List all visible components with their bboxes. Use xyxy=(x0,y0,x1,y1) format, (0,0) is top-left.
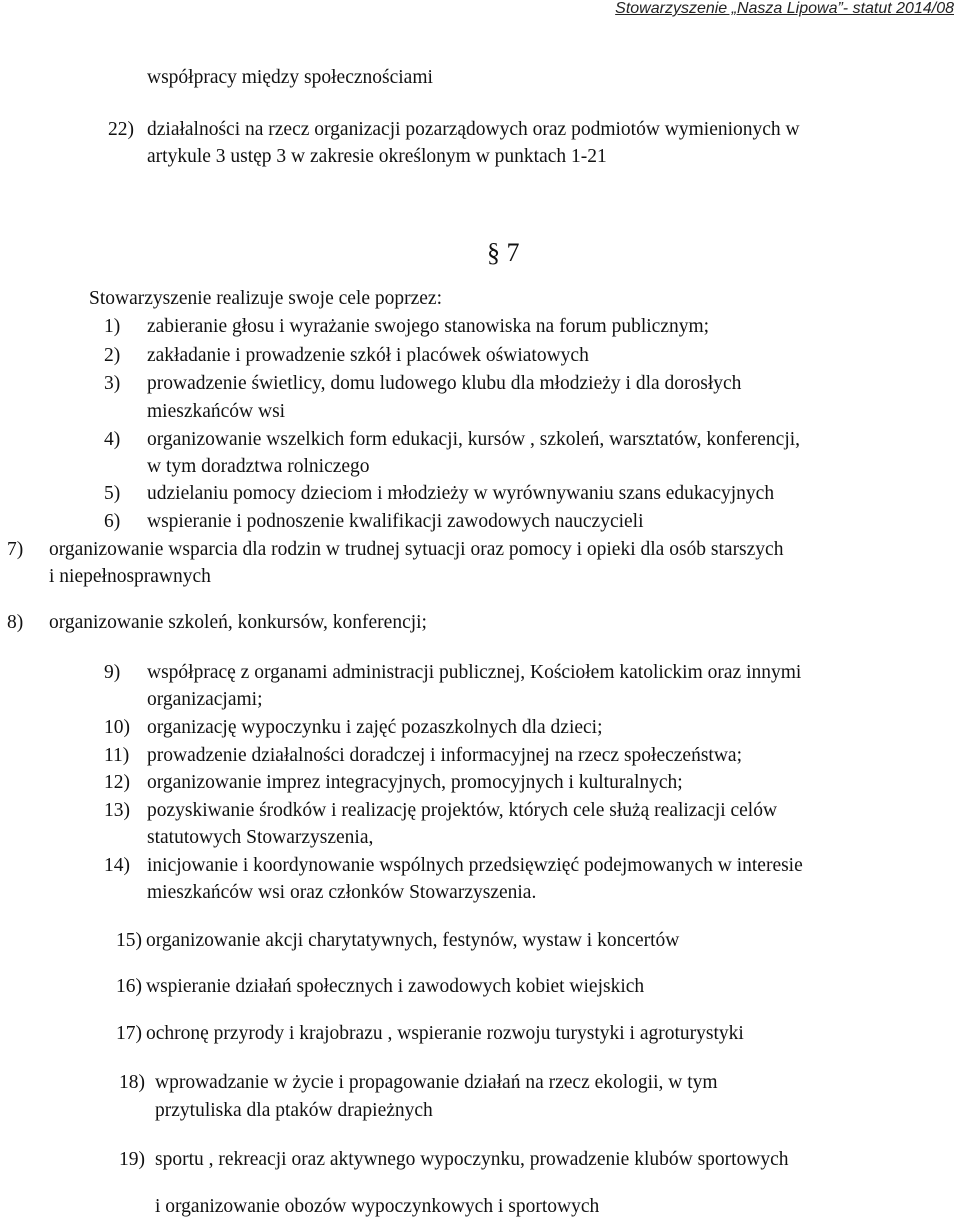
item-1-text: zabieranie głosu i wyrażanie swojego stanowiska na forum publicznym; xyxy=(147,316,710,337)
section-heading: § 7 xyxy=(487,238,520,267)
item-5-number: 5) xyxy=(104,483,121,504)
item-2-text: zakładanie i prowadzenie szkół i placówek oświatowych xyxy=(147,345,589,366)
item-22-line2: artykule 3 ustęp 3 w zakresie określonym w punktach 1-21 xyxy=(147,146,607,167)
item-19-line1: sportu , rekreacji oraz aktywnego wypoczynku, prowadzenie klubów sportowych xyxy=(155,1149,789,1170)
item-1-number: 1) xyxy=(104,316,121,337)
item-14-line1: inicjowanie i koordynowanie wspólnych przedsięwzięć podejmowanych w interesie xyxy=(147,855,803,876)
item-22-number: 22) xyxy=(108,119,134,140)
item-19-line2: i organizowanie obozów wypoczynkowych i sportowych xyxy=(155,1196,600,1217)
item-10-text: organizację wypoczynku i zajęć pozaszkolnych dla dzieci; xyxy=(147,717,603,738)
item-4-number: 4) xyxy=(104,429,121,450)
item-19-number: 19) xyxy=(119,1149,145,1170)
item-12-number: 12) xyxy=(104,772,130,793)
item-11-number: 11) xyxy=(104,745,130,766)
item-4-line1: organizowanie wszelkich form edukacji, kursów , szkoleń, warsztatów, konferencji, xyxy=(147,429,801,450)
item-15-text: organizowanie akcji charytatywnych, festynów, wystaw i koncertów xyxy=(146,930,680,951)
item-13-number: 13) xyxy=(104,800,130,821)
item-16-number: 16) xyxy=(116,976,142,997)
item-17-number: 17) xyxy=(116,1023,142,1044)
item-14-number: 14) xyxy=(104,855,130,876)
item-18-line2: przytuliska dla ptaków drapieżnych xyxy=(155,1100,433,1121)
item-13-line2: statutowych Stowarzyszenia, xyxy=(147,827,374,848)
item-14-line2: mieszkańców wsi oraz członków Stowarzyszenia. xyxy=(147,882,537,903)
item-3-line1: prowadzenie świetlicy, domu ludowego klubu dla młodzieży i dla dorosłych xyxy=(147,373,742,394)
item-2-number: 2) xyxy=(104,345,121,366)
item-4-line2: w tym doradztwa rolniczego xyxy=(147,456,370,477)
item-10-number: 10) xyxy=(104,717,130,738)
item-6-text: wspieranie i podnoszenie kwalifikacji zawodowych nauczycieli xyxy=(147,511,644,532)
item-6-number: 6) xyxy=(104,511,121,532)
item-13-line1: pozyskiwanie środków i realizację projektów, których cele służą realizacji celów xyxy=(147,800,778,821)
item-8-text: organizowanie szkoleń, konkursów, konferencji; xyxy=(49,612,427,633)
item-5-text: udzielaniu pomocy dzieciom i młodzieży w wyrównywaniu szans edukacyjnych xyxy=(147,483,775,504)
item-3-number: 3) xyxy=(104,373,121,394)
item-9-line1: współpracę z organami administracji publicznej, Kościołem katolickim oraz innymi xyxy=(147,662,802,683)
item-15-number: 15) xyxy=(116,930,142,951)
continuation-line: współpracy między społecznościami xyxy=(147,67,433,88)
item-12-text: organizowanie imprez integracyjnych, promocyjnych i kulturalnych; xyxy=(147,772,683,793)
item-22-line1: działalności na rzecz organizacji pozarządowych oraz podmiotów wymienionych w xyxy=(147,119,800,140)
item-11-text: prowadzenie działalności doradczej i informacyjnej na rzecz społeczeństwa; xyxy=(147,745,742,766)
page-header: Stowarzyszenie „Nasza Lipowa”- statut 2014/08 xyxy=(615,0,954,17)
item-9-number: 9) xyxy=(104,662,121,683)
item-7-line2: i niepełnosprawnych xyxy=(49,566,211,587)
item-17-text: ochronę przyrody i krajobrazu , wspieranie rozwoju turystyki i agroturystyki xyxy=(146,1023,744,1044)
item-3-line2: mieszkańców wsi xyxy=(147,401,286,422)
item-7-line1: organizowanie wsparcia dla rodzin w trudnej sytuacji oraz pomocy i opieki dla osób starszych xyxy=(49,539,784,560)
item-16-text: wspieranie działań społecznych i zawodowych kobiet wiejskich xyxy=(146,976,645,997)
item-9-line2: organizacjami; xyxy=(147,689,263,710)
section-intro: Stowarzyszenie realizuje swoje cele poprzez: xyxy=(89,288,442,309)
item-8-number: 8) xyxy=(7,612,24,633)
item-18-number: 18) xyxy=(119,1072,145,1093)
item-7-number: 7) xyxy=(7,539,24,560)
item-18-line1: wprowadzanie w życie i propagowanie działań na rzecz ekologii, w tym xyxy=(155,1072,718,1093)
